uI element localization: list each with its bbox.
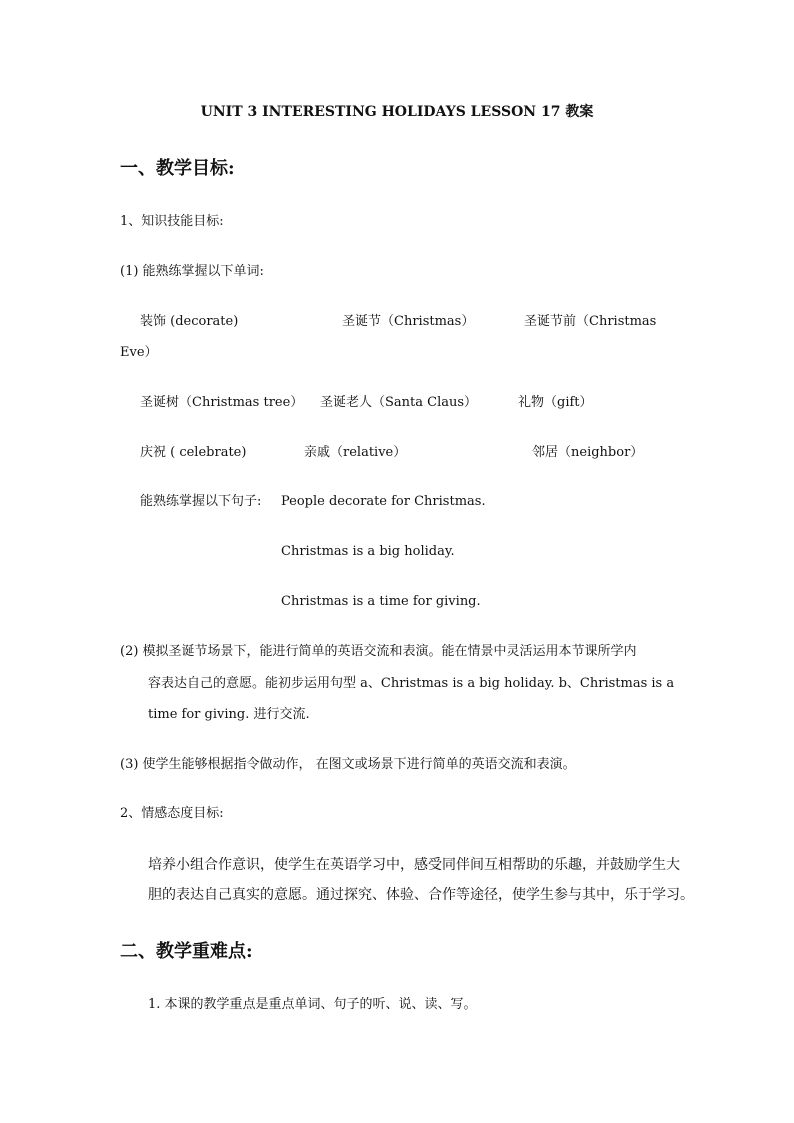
item-2-line-2: 容表达自己的意愿。能初步运用句型 a、Christmas is a big holiday. b、Christmas is a [148,676,675,691]
affect-line-2: 胆的表达自己真实的意愿。通过探究、体验、合作等途径，使学生参与其中，乐于学习。 [148,887,694,903]
vocab-decorate: 装饰 (decorate) [140,314,239,329]
item-1-label: (1) 能熟练掌握以下单词: [120,264,264,279]
item-2-line-3: time for giving. 进行交流. [148,707,310,722]
subheading-affective-goals: 2、情感态度目标: [120,806,224,821]
affect-line-1: 培养小组合作意识，使学生在英语学习中，感受同伴间互相帮助的乐趣，并鼓励学生大 [148,857,680,873]
vocab-gift: 礼物（gift） [518,395,593,410]
sentence-2: Christmas is a big holiday. [281,544,455,559]
vocab-neighbor: 邻居（neighbor） [532,445,644,460]
vocab-christmas: 圣诞节（Christmas） [342,314,475,329]
sentences-label: 能熟练掌握以下句子: [140,494,262,509]
vocab-christmas-tree: 圣诞树（Christmas tree） [140,395,304,410]
item-3: (3) 使学生能够根据指令做动作， 在图文或场景下进行简单的英语交流和表演。 [120,757,576,772]
sentence-1: People decorate for Christmas. [281,494,486,509]
vocab-santa-claus: 圣诞老人（Santa Claus） [320,395,478,410]
vocab-christmas-eve: 圣诞节前（Christmas [524,314,657,329]
vocab-christmas-eve-wrap: Eve） [120,345,158,360]
section-heading-key-points: 二、教学重难点: [120,941,253,962]
vocab-relative: 亲戚（relative） [304,445,407,460]
key-point-1: 1. 本课的教学重点是重点单词、句子的听、说、读、写。 [148,997,477,1012]
vocab-celebrate: 庆祝 ( celebrate) [140,445,247,460]
subheading-knowledge-skills: 1、知识技能目标: [120,214,224,229]
document-title: UNIT 3 INTERESTING HOLIDAYS LESSON 17 教案 [200,104,594,120]
sentence-3: Christmas is a time for giving. [281,594,481,609]
item-2-line-1: (2) 模拟圣诞节场景下，能进行简单的英语交流和表演。能在情景中灵活运用本节课所学内 [120,644,637,659]
section-heading-objectives: 一、教学目标: [120,158,235,179]
